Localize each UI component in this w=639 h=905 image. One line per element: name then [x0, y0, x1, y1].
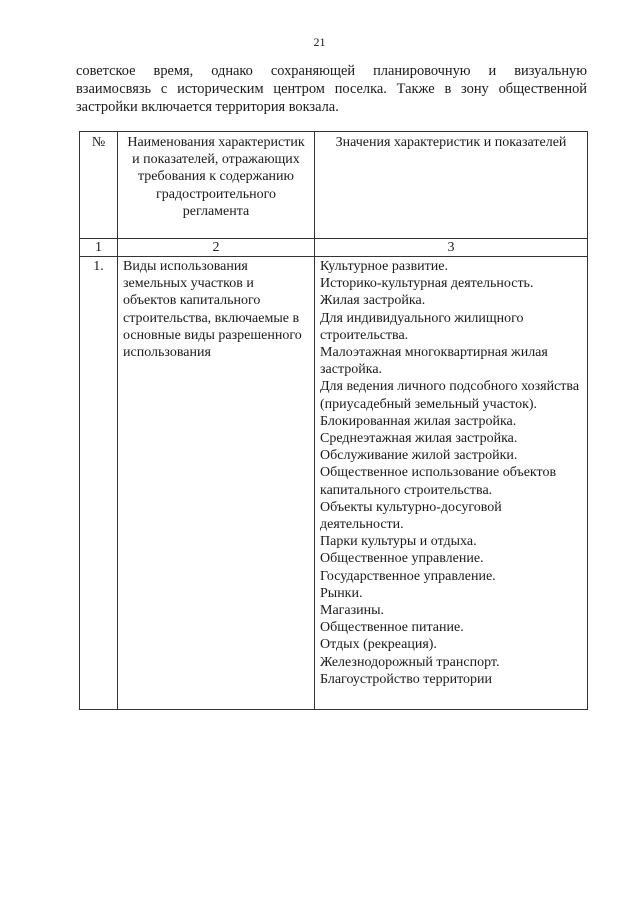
- index-cell-1: 1: [80, 239, 118, 257]
- value-item: Государственное управление.: [320, 568, 496, 584]
- value-item: Отдых (рекреация).: [320, 637, 437, 653]
- table-index-row: [80, 239, 588, 257]
- value-item: Историко-культурная деятельность.: [320, 276, 534, 292]
- value-item: Для индивидуального жилищного строительства.: [320, 310, 524, 343]
- value-item: Благоустройство территории: [320, 671, 492, 687]
- value-item: Общественное использование объектов капитального строительства.: [320, 465, 557, 498]
- value-item: Общественное питание.: [320, 620, 464, 636]
- row-name: Виды использования земельных участков и объектов капитального строительства, включаемые в основные виды разрешенного использования: [118, 257, 315, 710]
- value-item: Малоэтажная многоквартирная жилая застройка.: [320, 345, 548, 378]
- value-item: Обслуживание жилой застройки.: [320, 448, 518, 464]
- value-item: Жилая застройка.: [320, 293, 426, 309]
- value-item: Железнодорожный транспорт.: [320, 654, 500, 670]
- index-cell-3: 3: [315, 239, 588, 257]
- table-row: [80, 257, 588, 710]
- value-item: Культурное развитие.: [320, 259, 448, 274]
- header-name: Наименования характеристик и показателей, отражающих требования к содержанию градостроительного регламента: [118, 132, 315, 239]
- value-item: Объекты культурно-досуговой деятельности.: [320, 499, 502, 533]
- index-cell-2: 2: [118, 239, 315, 257]
- value-item: Для ведения личного подсобного хозяйства (приусадебный земельный участок).: [320, 379, 580, 412]
- value-item: Парки культуры и отдыха.: [320, 534, 477, 550]
- page-number: 21: [313, 35, 326, 49]
- regulation-table: [79, 131, 588, 710]
- value-item: Блокированная жилая застройка.: [320, 413, 517, 429]
- row-number: 1.: [80, 257, 118, 710]
- intro-paragraph: [76, 62, 587, 116]
- intro-line: взаимосвязь с историческим центром поселка. Также в зону общественной: [76, 81, 587, 97]
- header-value: Значения характеристик и показателей: [315, 132, 588, 239]
- value-item: Рынки.: [320, 585, 363, 601]
- value-item: Среднеэтажная жилая застройка.: [320, 431, 518, 447]
- row-values: [315, 257, 588, 710]
- intro-line: советское время, однако сохраняющей планировочную и визуальную: [76, 63, 587, 79]
- header-number: №: [80, 132, 118, 239]
- intro-line: застройки включается территория вокзала.: [76, 99, 339, 115]
- value-item: Магазины.: [320, 603, 385, 619]
- value-item: Общественное управление.: [320, 551, 484, 567]
- table-header-row: [80, 132, 588, 239]
